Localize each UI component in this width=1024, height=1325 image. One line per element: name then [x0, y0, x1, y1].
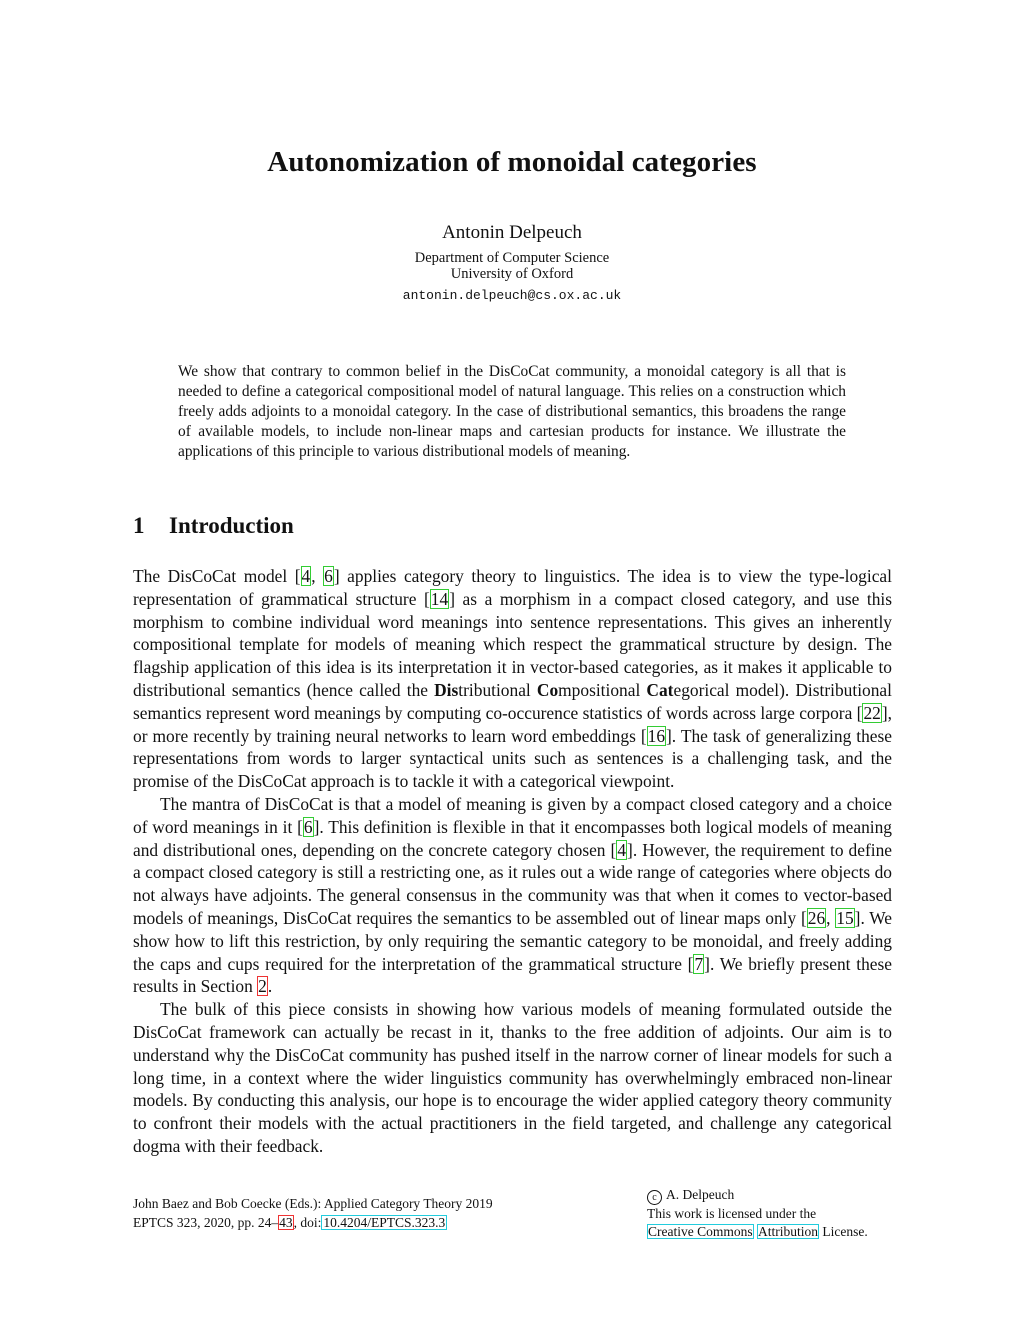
publication-info — [133, 1194, 493, 1232]
citation-link[interactable]: 26 — [807, 907, 826, 928]
citation-link[interactable]: 16 — [647, 725, 666, 746]
text: EPTCS 323, 2020, pp. 24– — [133, 1215, 279, 1230]
author-name: Antonin Delpeuch — [442, 222, 582, 243]
text: ], or more recently by training neural networks to learn word embeddings [ — [133, 702, 892, 746]
citation-link[interactable]: 7 — [694, 953, 704, 974]
eptcs-line — [133, 1213, 493, 1232]
text: tributional — [458, 679, 537, 700]
editors-line: John Baez and Bob Coecke (Eds.): Applied Category Theory 2019 — [133, 1196, 493, 1211]
creative-commons-link[interactable]: Creative Commons — [648, 1224, 753, 1239]
university: University of Oxford — [450, 266, 574, 282]
citation-link[interactable]: 15 — [836, 907, 854, 928]
license-links — [647, 1223, 868, 1241]
paper-title: Autonomization of monoidal categories — [267, 146, 757, 178]
citation-link[interactable]: 4 — [301, 566, 311, 586]
bold-text: Dis — [434, 679, 459, 700]
department: Department of Computer Science — [414, 250, 610, 266]
doi-link[interactable]: 10.4204/EPTCS.323.3 — [323, 1215, 446, 1230]
text: ]. This definition is flexible in that it encompasses both logical models of meaning and distributional ones, depending on the concrete category chosen [ — [133, 816, 892, 860]
text: , doi: — [293, 1215, 322, 1230]
text: ]. However, the requirement to define a compact closed category is still a restricting one, as it rules out a wide range of categories where objects do not always have adjoints. The general consensus in the community was that when it comes to vector-based models of meanings, DisCoCat requires the semantics to be assembled out of linear maps only [ — [133, 839, 893, 928]
text: ]. The task of generalizing these representations from words to larger syntactical units such as sentences is a challenging task, and the promise of the DisCoCat approach is to tackle it with a categorical viewpoint. — [133, 725, 892, 792]
text: The mantra of DisCoCat is that a model of meaning is given by a compact closed category and a choice of word meanings in it [ — [133, 793, 892, 837]
copyright-icon: c — [647, 1190, 662, 1205]
page-link[interactable]: 43 — [279, 1215, 293, 1230]
abstract: We show that contrary to common belief in the DisCoCat community, a monoidal category is all that is needed to define a categorical compositional model of natural language. This relies on a construction which freely adds adjoints to a monoidal category. In the case of distributional semantics, this broadens the range of available models, to include non-linear maps and cartesian products for instance. We illustrate the applications of this principle to various distributional models of meaning. — [178, 363, 846, 460]
text: ] as a morphism in a compact closed category, and use this morphism to combine individual word meanings into sentence representations. This gives an inherently compositional template for models of meaning which respect the grammatical structure by design. The flagship application of this idea is its interpretation it in vector-based categories, as it makes it applicable to distributional semantics (hence called the — [133, 588, 892, 700]
copyright-line — [647, 1186, 868, 1205]
affiliation — [0, 250, 1024, 282]
section-link[interactable]: 2 — [258, 976, 267, 997]
license-info — [647, 1186, 868, 1241]
citation-link[interactable]: 6 — [324, 566, 333, 586]
copyright-holder: A. Delpeuch — [666, 1187, 735, 1202]
text: egorical model). Distributional semantics represent word meanings by computing co-occurence statistics of words across large corpora [ — [133, 679, 892, 723]
citation-link[interactable]: 22 — [863, 702, 881, 723]
citation-link[interactable]: 4 — [617, 839, 627, 860]
license-line: This work is licensed under the — [647, 1206, 817, 1221]
section-body — [133, 565, 892, 1158]
paragraph-3: The bulk of this piece consists in showing how various models of meaning formulated outside the DisCoCat framework can actually be recast in it, thanks to the free addition of adjoints. Our aim is to understand why the DisCoCat community has pushed itself in the narrow corner of linear models for such a long time, in a context where the wider linguistics community has overwhelmingly embraced non-linear models. By conducting this analysis, our hope is to encourage the wider applied category theory community to confront their models with the actual practitioners in the field targeted, and challenge any categorical dogma with their feedback. — [133, 999, 892, 1156]
text: ]. We briefly present these results in Section — [133, 953, 892, 997]
text: ]. We show how to lift this restriction, by only requiring the semantic category to be monoidal, and freely adding the caps and cups required for the interpretation of the grammatical structure [ — [133, 907, 893, 974]
text: The DisCoCat model [ — [133, 566, 301, 586]
text: mpositional — [558, 679, 647, 700]
paragraph-2: The mantra of DisCoCat is that a model of meaning is given by a compact closed category and a choice of word meanings in it [6]. This definition is flexible in that it encompasses both logical models of meaning and distributional ones, depending on the concrete category chosen [4]. However, the requirement to define a compact closed category is still a restricting one, as it rules out a wide range of categories where objects do not always have adjoints. The general consensus in the community was that when it comes to vector-based models of meanings, DisCoCat requires the semantics to be assembled out of linear maps only [26, 15]. We show how to lift this restriction, by only requiring the semantic category to be monoidal, and freely adding the caps and cups required for the interpretation of the grammatical structure [7]. We briefly present these results in Section 2. — [133, 793, 893, 997]
bold-text: Co — [536, 679, 559, 700]
citation-link[interactable]: 14 — [430, 588, 449, 609]
section-number: 1 — [133, 513, 145, 538]
attribution-link[interactable]: Attribution — [758, 1224, 818, 1239]
text: License. — [819, 1224, 868, 1239]
author-email[interactable]: antonin.delpeuch@cs.ox.ac.uk — [402, 288, 622, 303]
section-heading — [133, 513, 294, 539]
bold-text: Cat — [646, 679, 674, 700]
text: ] applies category theory to linguistics. The idea is to view the type-logical representation of grammatical structure [ — [133, 566, 892, 609]
citation-link[interactable]: 6 — [303, 816, 313, 837]
section-title: Introduction — [169, 513, 294, 538]
paragraph-1: The DisCoCat model [4, 6] applies category theory to linguistics. The idea is to view the type-logical representation of grammatical structure [14] as a morphism in a compact closed category, and use this morphism to combine individual word meanings into sentence representations. This gives an inherently compositional template for models of meaning which respect the grammatical structure by design. The flagship application of this idea is its interpretation it in vector-based categories, as it makes it applicable to distributional semantics (hence called the Distributional Compositional Categorical model). Distributional semantics represent word meanings by computing co-occurence statistics of words across large corpora [22], or more recently by training neural networks to learn word embeddings [16]. The task of generalizing these representations from words to larger syntactical units such as sentences is a challenging task, and the promise of the DisCoCat approach is to tackle it with a categorical viewpoint. — [133, 566, 892, 792]
